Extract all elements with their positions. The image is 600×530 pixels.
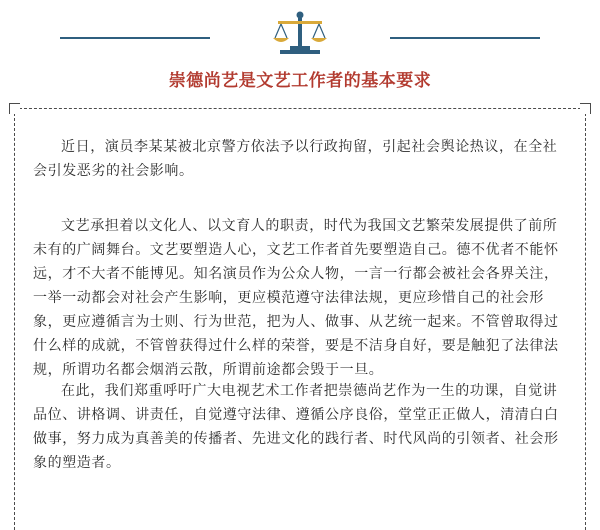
article-title: 崇德尚艺是文艺工作者的基本要求 [168,71,432,91]
scales-of-justice-icon [270,8,330,56]
article-header [0,0,600,64]
header-rule-right [390,37,540,39]
frame-corner-top-right [580,103,591,114]
article-body-frame [14,108,586,530]
header-rule-left [60,37,210,39]
frame-corner-top-left [9,103,20,114]
article-paragraph-2: 文艺承担着以文化人、以文育人的职责，时代为我国文艺繁荣发展提供了前所未有的广阔舞台。文艺要塑造人心，文艺工作者首先要塑造自己。德不优者不能怀远，才不大者不能博见。知名演员作为公众人物，一言一行都会被社会各界关注，一举一动都会对社会产生影响，更应模范遵守法律法规，更应珍惜自己的社会形象，更应遵循言为士则、行为世范，把为人、做事、从艺统一起来。不管曾取得过什么样的成就，不管曾获得过什么样的荣誉，要是不洁身自好，要是触犯了法律法规，所谓功名都会烟消云散，所谓前途都会毁于一旦。 [33,218,559,378]
article-paragraph-1: 近日，演员李某某被北京警方依法予以行政拘留，引起社会舆论热议，在全社会引发恶劣的社会影响。 [33,139,558,179]
article-paragraph-3: 在此，我们郑重呼吁广大电视艺术工作者把崇德尚艺作为一生的功课，自觉讲品位、讲格调、讲责任，自觉遵守法律、遵循公序良俗，堂堂正正做人，清清白白做事，努力成为真善美的传播者、先进文化的践行者、时代风尚的引领者、社会形象的塑造者。 [33,383,559,471]
